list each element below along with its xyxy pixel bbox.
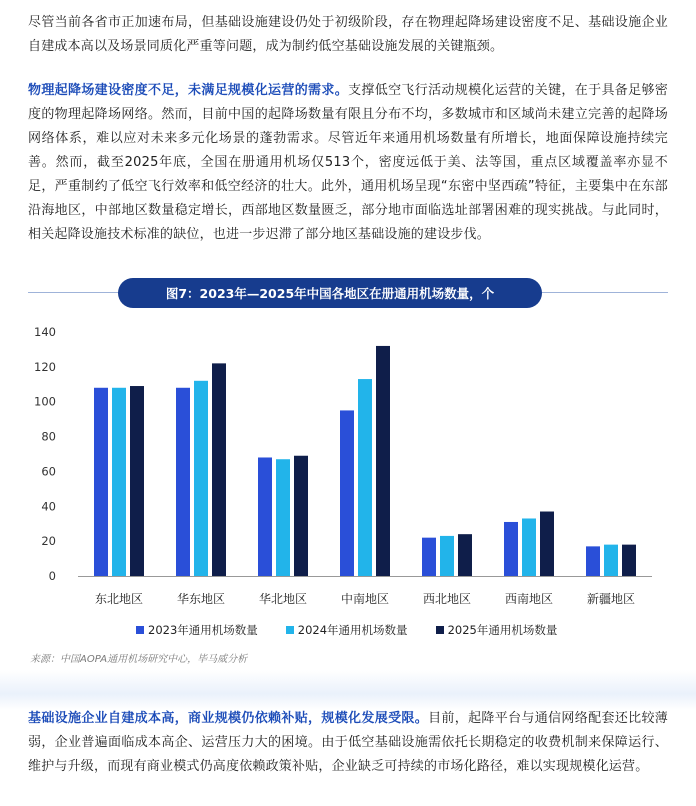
bar: [194, 381, 208, 576]
x-tick-label: 华北地区: [258, 592, 308, 606]
legend-label: 2024年通用机场数量: [297, 623, 408, 637]
bar: [522, 518, 536, 576]
bar: [130, 386, 144, 576]
bar: [586, 546, 600, 576]
decorative-band: [0, 670, 696, 710]
legend-swatch: [286, 626, 294, 634]
bar: [294, 456, 308, 576]
intro-paragraph: [28, 11, 668, 59]
legend-swatch: [436, 626, 444, 634]
section2-lead: 基础设施企业自建成本高，商业规模仍依赖补贴，规模化发展受限。: [28, 711, 429, 726]
x-tick-label: 中南地区: [340, 592, 390, 606]
bar: [440, 536, 454, 576]
section1-lead: 物理起降场建设密度不足，未满足规模化运营的需求。: [28, 83, 349, 98]
bar: [358, 379, 372, 576]
section2-paragraph: [28, 707, 668, 779]
bar: [340, 410, 354, 576]
x-tick-label: 西南地区: [504, 592, 554, 606]
bar: [112, 388, 126, 576]
section1-body: 支撑低空飞行活动规模化运营的关键，在于具备足够密度的物理起降场网络。然而，目前中国的起降场数量有限且分布不均，多数城市和区域尚未建立完善的起降场网络体系，难以应对未来多元化场景的蓬勃需求。尽管近年来通用机场数量有所增长，地面保障设施持续完善。然而，截至2025年底，全国在册通用机场仅513个，密度远低于美、法等国，重点区域覆盖率亦显不足，严重制约了低空飞行效率和低空经济的壮大。此外，通用机场呈现“东密中坚西疏”特征，主要集中在东部沿海地区，中部地区数量稳定增长，西部地区数量匮乏，部分地市面临选址部署困难的现实挑战。与此同时，相关起降设施技术标准的缺位，也进一步迟滞了部分地区基础设施的建设步伐。: [28, 83, 668, 242]
y-tick-label: 40: [41, 499, 56, 514]
y-tick-label: 100: [34, 394, 56, 409]
bar: [458, 534, 472, 576]
bar: [258, 457, 272, 576]
chart-legend: [136, 622, 576, 638]
intro-text: 尽管当前各省市正加速布局，但基础设施建设仍处于初级阶段，存在物理起降场建设密度不足、基础设施企业自建成本高以及场景同质化严重等问题，成为制约低空基础设施发展的关键瓶颈。: [28, 15, 668, 54]
x-tick-label: 新疆地区: [586, 592, 636, 606]
bar-series-group: [94, 346, 636, 576]
x-axis: [95, 591, 635, 606]
bar: [94, 388, 108, 576]
bar: [176, 388, 190, 576]
y-tick-label: 60: [41, 464, 56, 479]
legend-label: 2023年通用机场数量: [148, 623, 258, 637]
bar: [212, 363, 226, 576]
bar: [276, 459, 290, 576]
legend-swatch: [136, 626, 144, 634]
bar: [376, 346, 390, 576]
section1-paragraph: [28, 79, 668, 247]
figure-title: 图7：2023年—2025年中国各地区在册通用机场数量，个: [118, 278, 542, 308]
bar: [422, 538, 436, 576]
legend-item-2023: [136, 622, 258, 638]
y-tick-label: 20: [41, 534, 56, 549]
bar: [622, 545, 636, 576]
bar-chart: [0, 318, 696, 618]
y-tick-label: 120: [34, 359, 56, 374]
figure-source: 来源：中国AOPA通用机场研究中心，毕马威分析: [30, 654, 248, 665]
legend-item-2024: [286, 622, 408, 638]
legend-label: 2025年通用机场数量: [447, 623, 558, 637]
bar: [540, 512, 554, 576]
y-tick-label: 0: [48, 569, 56, 583]
x-tick-label: 西北地区: [422, 592, 472, 606]
y-tick-label: 80: [41, 429, 56, 444]
x-tick-label: 东北地区: [94, 592, 144, 606]
bar: [604, 545, 618, 576]
y-axis: [34, 325, 56, 583]
bar: [504, 522, 518, 576]
legend-item-2025: [436, 622, 558, 638]
y-tick-label: 140: [34, 325, 56, 339]
section2-body: 目前，起降平台与通信网络配套还比较薄弱，企业普遍面临成本高企、运营压力大的困境。由于低空基础设施需依托长期稳定的收费机制来保障运行、维护与升级，而现有商业模式仍高度依赖政策补贴，企业缺乏可持续的市场化路径，难以实现规模化运营。: [28, 711, 668, 774]
x-tick-label: 华东地区: [176, 592, 226, 606]
